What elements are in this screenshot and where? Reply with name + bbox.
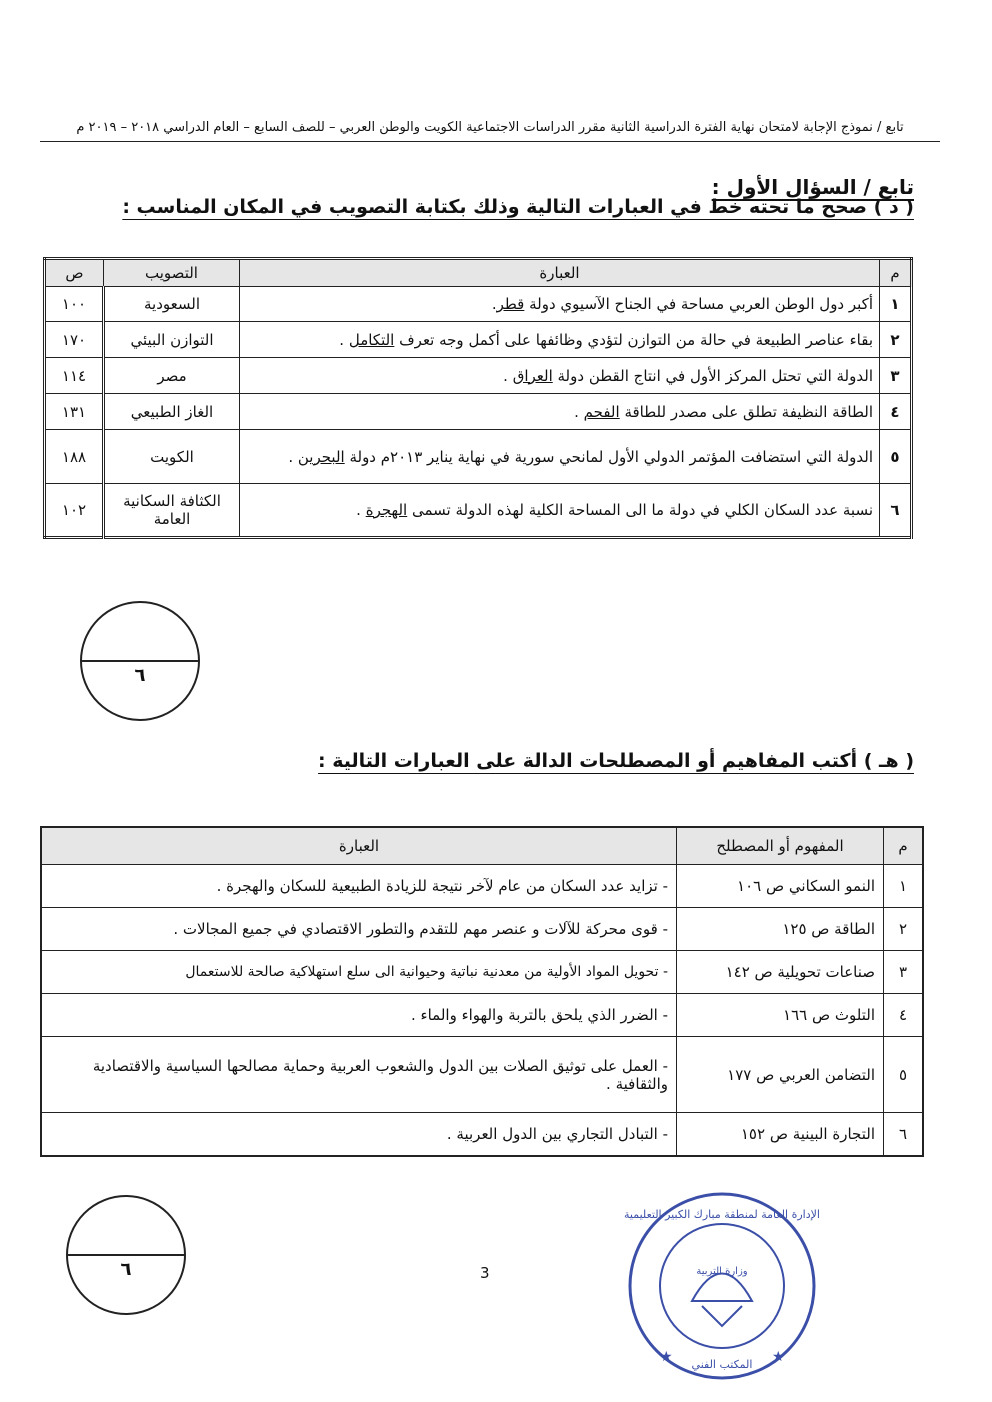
- table-row: [45, 358, 912, 394]
- underlined-term: قطر: [496, 295, 525, 313]
- stamp-ministry: وزارة التربية: [696, 1266, 748, 1277]
- row-statement: الدولة التي استضافت المؤتمر الدولي الأول لمانحي سورية في نهاية يناير ٢٠١٣م دولة البحرين .: [240, 430, 880, 484]
- score-divider: [68, 1254, 184, 1256]
- question-title: تابع / السؤال الأول :: [711, 175, 914, 199]
- row-num: ٦: [884, 1113, 924, 1156]
- row-num: ١: [880, 287, 912, 322]
- row-statement: الطاقة النظيفة تطلق على مصدر للطاقة الفحم .: [240, 394, 880, 430]
- row-statement: بقاء عناصر الطبيعة في حالة من التوازن لتؤدي وظائفها على أكمل وجه تعرف التكامل .: [240, 322, 880, 358]
- row-num: ٢: [884, 908, 924, 951]
- row-page: ١٨٨: [45, 430, 104, 484]
- row-statement: - التبادل التجاري بين الدول العربية .: [41, 1113, 677, 1156]
- row-correction: التوازن البيئي: [104, 322, 240, 358]
- row-statement: - العمل على توثيق الصلات بين الدول والشعوب العربية وحماية مصالحها السياسية والاقتصادية والثقافية .: [41, 1037, 677, 1113]
- row-num: ٣: [884, 951, 924, 994]
- row-term: الطاقة ص ١٢٥: [677, 908, 884, 951]
- row-correction: مصر: [104, 358, 240, 394]
- col-correction: التصويب: [104, 259, 240, 287]
- col-num: م: [884, 827, 924, 865]
- underlined-term: الهجرة: [365, 501, 408, 519]
- score-value: ٦: [134, 665, 146, 686]
- row-num: ٤: [884, 994, 924, 1037]
- row-num: ٣: [880, 358, 912, 394]
- table-row: [45, 394, 912, 430]
- row-num: ٢: [880, 322, 912, 358]
- row-statement: - تزايد عدد السكان من عام لآخر نتيجة للزيادة الطبيعية للسكان والهجرة .: [41, 865, 677, 908]
- table-row: [45, 287, 912, 322]
- row-correction: الغاز الطبيعي: [104, 394, 240, 430]
- row-page: ١١٤: [45, 358, 104, 394]
- row-page: ١٠٠: [45, 287, 104, 322]
- table-row: [41, 1037, 923, 1113]
- row-correction: الكويت: [104, 430, 240, 484]
- row-correction: السعودية: [104, 287, 240, 322]
- table-header-row: [45, 259, 912, 287]
- page-number: 3: [480, 1264, 490, 1282]
- table-row: [41, 865, 923, 908]
- col-statement: العبارة: [41, 827, 677, 865]
- part-h-instruction: ( هـ ) أكتب المفاهيم أو المصطلحات الدالة على العبارات التالية :: [318, 750, 914, 772]
- underlined-term: التكامل: [348, 330, 395, 349]
- row-correction: الكثافة السكانية العامة: [104, 484, 240, 538]
- row-num: ٥: [880, 430, 912, 484]
- underlined-term: العراق: [512, 366, 553, 385]
- row-num: ٦: [880, 484, 912, 538]
- row-statement: أكبر دول الوطن العربي مساحة في الجناح الآسيوي دولة قطر.: [240, 287, 880, 322]
- row-term: التضامن العربي ص ١٧٧: [677, 1037, 884, 1113]
- table-row: [45, 322, 912, 358]
- row-page: ١٠٢: [45, 484, 104, 538]
- concepts-table: [40, 826, 924, 1157]
- col-statement: العبارة: [240, 259, 880, 287]
- correction-table: [43, 257, 913, 539]
- row-statement: نسبة عدد السكان الكلي في دولة ما الى المساحة الكلية لهذه الدولة تسمى الهجرة .: [240, 484, 880, 538]
- header-divider: [40, 141, 940, 142]
- row-num: ٤: [880, 394, 912, 430]
- stamp-title: الإدارة العامة لمنطقة مبارك الكبير التعليمية: [624, 1208, 820, 1221]
- row-page: ١٣١: [45, 394, 104, 430]
- row-term: صناعات تحويلية ص ١٤٢: [677, 951, 884, 994]
- svg-text:★: ★: [660, 1349, 673, 1365]
- score-value: ٦: [120, 1259, 132, 1280]
- underlined-term: البحرين: [297, 447, 345, 466]
- table-row: [41, 994, 923, 1037]
- table-row: [45, 484, 912, 538]
- col-num: م: [880, 259, 912, 287]
- table-row: [41, 908, 923, 951]
- table-row: [45, 430, 912, 484]
- row-page: ١٧٠: [45, 322, 104, 358]
- row-num: ١: [884, 865, 924, 908]
- page-header: تابع / نموذج الإجابة لامتحان نهاية الفترة الدراسية الثانية مقرر الدراسات الاجتماعية الكويت والوطن العربي – للصف السابع – العام الدراسي ٢٠١٨ – ٢٠١٩ م: [76, 120, 904, 135]
- table-header-row: [41, 827, 923, 865]
- score-circle: [80, 601, 200, 721]
- row-statement: - الضرر الذي يلحق بالتربة والهواء والماء .: [41, 994, 677, 1037]
- row-term: التلوث ص ١٦٦: [677, 994, 884, 1037]
- stamp-office: المكتب الفني: [691, 1358, 753, 1371]
- row-term: التجارة البينية ص ١٥٢: [677, 1113, 884, 1156]
- score-divider: [82, 660, 198, 662]
- table-row: [41, 1113, 923, 1156]
- part-d-instruction: ( د ) صحح ما تحته خط في العبارات التالية وذلك بكتابة التصويب في المكان المناسب :: [122, 196, 914, 218]
- row-statement: الدولة التي تحتل المركز الأول في انتاج القطن دولة العراق .: [240, 358, 880, 394]
- underlined-term: الفحم: [583, 402, 620, 421]
- row-statement: - تحويل المواد الأولية من معدنية نباتية وحيوانية الى سلع استهلاكية صالحة للاستعمال: [41, 951, 677, 994]
- col-page: ص: [45, 259, 104, 287]
- svg-text:★: ★: [772, 1349, 785, 1365]
- row-statement: - قوى محركة للآلات و عنصر مهم للتقدم والتطور الاقتصادي في جميع المجالات .: [41, 908, 677, 951]
- row-term: النمو السكاني ص ١٠٦: [677, 865, 884, 908]
- row-num: ٥: [884, 1037, 924, 1113]
- col-term: المفهوم أو المصطلح: [677, 827, 884, 865]
- official-stamp-icon: [622, 1186, 822, 1386]
- score-circle: [66, 1195, 186, 1315]
- table-row: [41, 951, 923, 994]
